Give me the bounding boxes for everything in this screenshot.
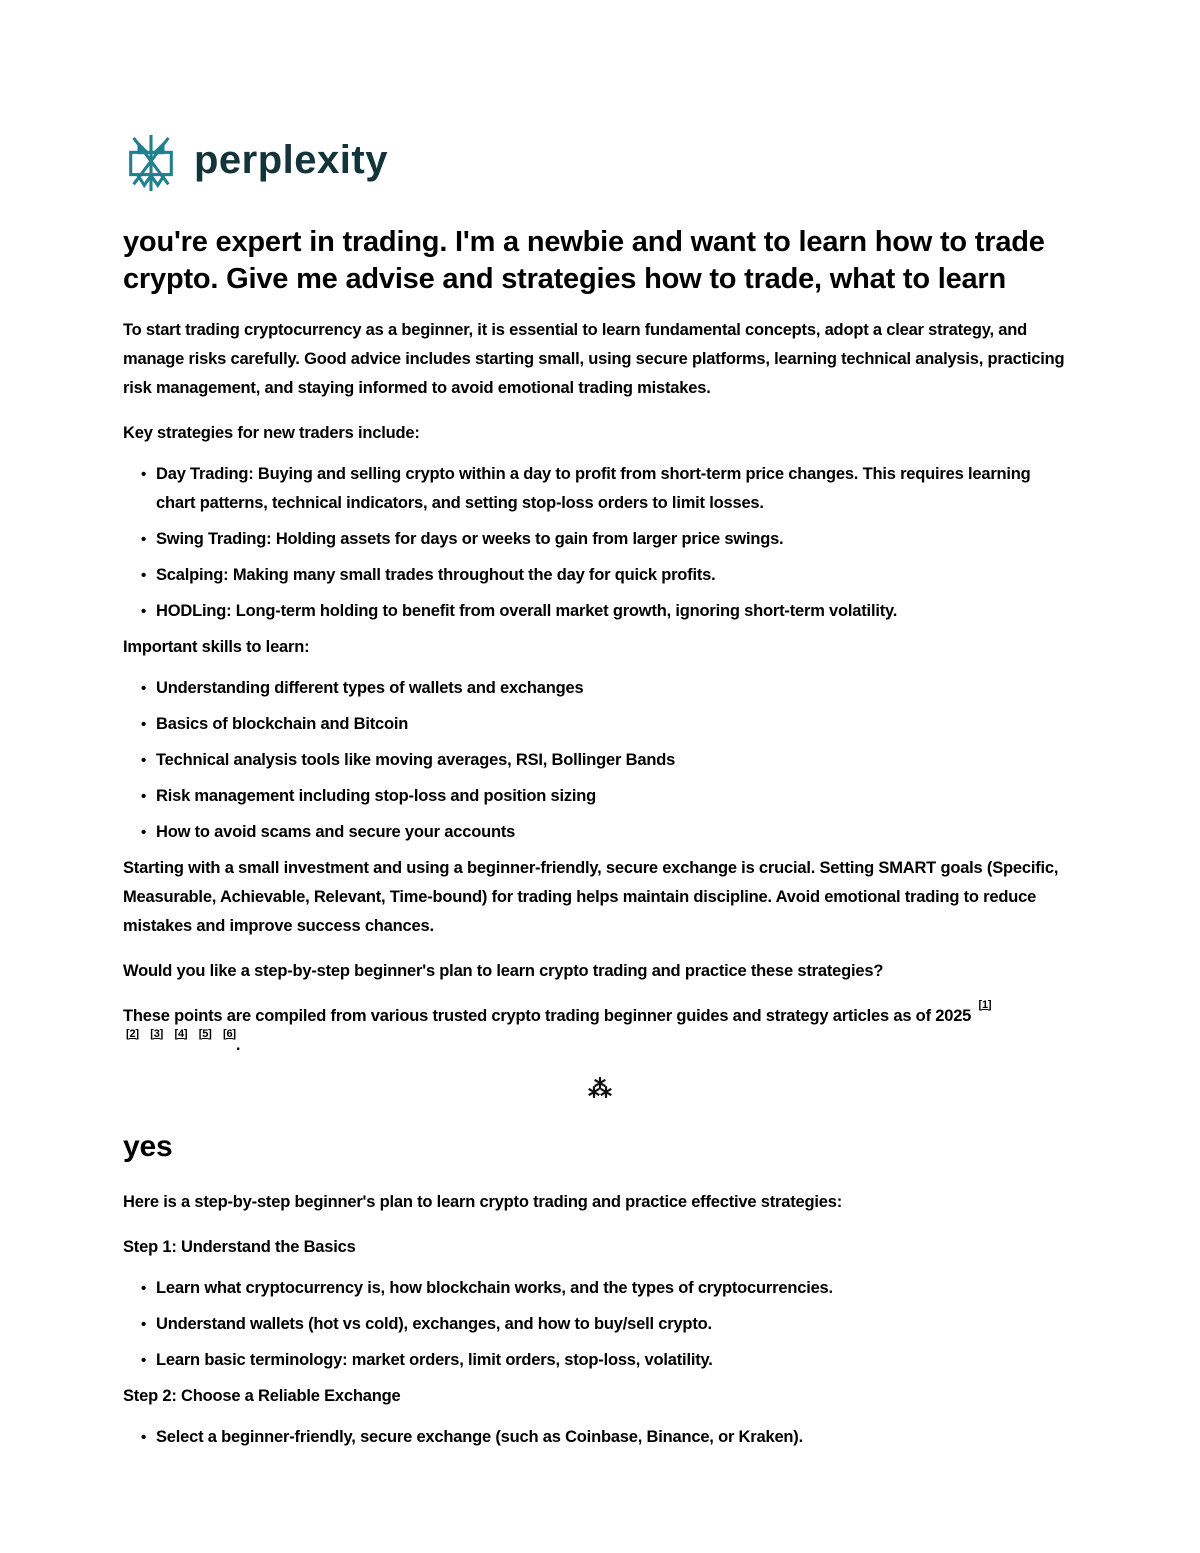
sources-period: . xyxy=(235,1036,241,1054)
step1-list xyxy=(123,1274,1063,1375)
list-item: • HODLing: Long-term holding to benefit from overall market growth, ignoring short-term volatility. xyxy=(141,597,1063,626)
citation-link-5[interactable]: [5] xyxy=(198,1027,212,1040)
list-item: • Learn basic terminology: market orders, limit orders, stop-loss, volatility. xyxy=(141,1346,1063,1375)
perplexity-logo xyxy=(123,134,1077,192)
list-item: • Select a beginner-friendly, secure exchange (such as Coinbase, Binance, or Kraken). xyxy=(141,1423,1063,1452)
user-question-title-2: yes xyxy=(123,1130,173,1163)
list-item: • Risk management including stop-loss and position sizing xyxy=(141,782,1063,811)
citation-link-4[interactable]: [4] xyxy=(174,1027,188,1040)
list-item: • Learn what cryptocurrency is, how blockchain works, and the types of cryptocurrencies. xyxy=(141,1274,1063,1303)
sources-paragraph xyxy=(123,998,1077,1060)
list-item: • Swing Trading: Holding assets for days or weeks to gain from larger price swings. xyxy=(141,525,1063,554)
user-question-title: you're expert in trading. I'm a newbie and want to learn how to trade crypto. Give me advise and strategies how to trade, what to learn xyxy=(123,226,1045,295)
answer-intro-paragraph: To start trading cryptocurrency as a beginner, it is essential to learn fundamental concepts, adopt a clear strategy, and manage risks carefully. Good advice includes starting small, using secure platforms, learning technical analysis, practicing risk management, and staying informed to avoid emotional trading mistakes. xyxy=(123,321,1065,397)
perplexity-wordmark: perplexity xyxy=(194,138,388,182)
followup-question-paragraph: Would you like a step-by-step beginner's plan to learn crypto trading and practice these strategies? xyxy=(123,962,884,980)
step2-label: Step 2: Choose a Reliable Exchange xyxy=(123,1387,401,1405)
skills-label: Important skills to learn: xyxy=(123,638,310,656)
citation-link-6[interactable]: [6] xyxy=(223,1027,236,1040)
strategies-list xyxy=(123,460,1063,626)
strategies-label: Key strategies for new traders include: xyxy=(123,424,420,442)
sources-text: These points are compiled from various trusted crypto trading beginner guides and strategy articles as of 2025 xyxy=(123,1007,972,1025)
citation-link-3[interactable]: [3] xyxy=(150,1027,164,1040)
list-item: • Scalping: Making many small trades throughout the day for quick profits. xyxy=(141,561,1063,590)
citation-link-1[interactable]: [1] xyxy=(978,998,992,1011)
list-item: • Understanding different types of wallets and exchanges xyxy=(141,674,1063,703)
qa-block-1 xyxy=(123,224,1077,1060)
list-item: • Understand wallets (hot vs cold), exchanges, and how to buy/sell crypto. xyxy=(141,1310,1063,1339)
asterism-divider-icon: ⁂ xyxy=(588,1076,612,1103)
list-item: • How to avoid scams and secure your accounts xyxy=(141,818,1063,847)
perplexity-logo-icon xyxy=(123,134,179,192)
answer2-intro-paragraph: Here is a step-by-step beginner's plan to learn crypto trading and practice effective strategies: xyxy=(123,1193,842,1211)
qa-block-2 xyxy=(123,1128,1077,1452)
list-item: • Technical analysis tools like moving averages, RSI, Bollinger Bands xyxy=(141,746,1063,775)
list-item: • Day Trading: Buying and selling crypto within a day to profit from short-term price changes. This requires learning chart patterns, technical indicators, and setting stop-loss orders to limit losses. xyxy=(141,460,1063,518)
list-item: • Basics of blockchain and Bitcoin xyxy=(141,710,1063,739)
citation-link-2[interactable]: [2] xyxy=(126,1027,139,1040)
smart-goals-paragraph: Starting with a small investment and using a beginner-friendly, secure exchange is crucial. Setting SMART goals (Specific, Measurable, Achievable, Relevant, Time-bound) for trading helps maintain discipline. Avoid emotional trading to reduce mistakes and improve success chances. xyxy=(123,859,1059,935)
step2-list xyxy=(123,1423,1063,1452)
skills-list xyxy=(123,674,1063,847)
step1-label: Step 1: Understand the Basics xyxy=(123,1238,356,1256)
